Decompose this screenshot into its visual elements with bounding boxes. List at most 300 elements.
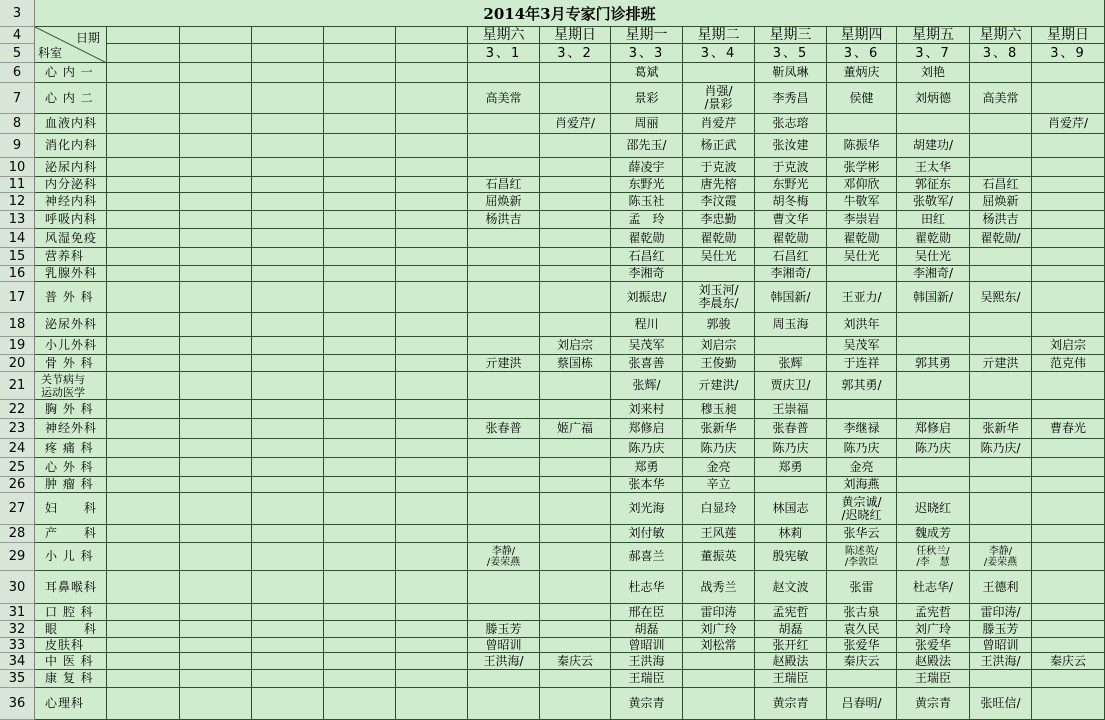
cell-empty[interactable]	[252, 313, 324, 337]
department-cell[interactable]: 中 医 科	[35, 653, 107, 670]
doctor-cell[interactable]: 战秀兰	[683, 571, 755, 604]
cell-empty[interactable]	[324, 313, 396, 337]
doctor-cell[interactable]: 董炳庆	[827, 63, 897, 83]
doctor-cell[interactable]: 郑修启	[897, 419, 970, 439]
doctor-cell[interactable]	[683, 688, 755, 720]
doctor-cell[interactable]	[755, 337, 827, 355]
doctor-cell[interactable]	[897, 458, 970, 477]
doctor-cell[interactable]	[970, 493, 1032, 525]
doctor-cell[interactable]: 杨正武	[683, 134, 755, 158]
cell-empty[interactable]	[396, 688, 468, 720]
doctor-cell[interactable]: 李静/ /姜荣燕	[468, 543, 540, 571]
cell-empty[interactable]	[252, 477, 324, 493]
doctor-cell[interactable]: 韩国新/	[897, 282, 970, 313]
doctor-cell[interactable]	[1032, 193, 1105, 211]
date-header[interactable]: 3、7	[897, 44, 970, 63]
cell-empty[interactable]	[180, 477, 252, 493]
cell-empty[interactable]	[396, 282, 468, 313]
doctor-cell[interactable]: 陈乃庆	[897, 439, 970, 458]
doctor-cell[interactable]	[970, 266, 1032, 282]
doctor-cell[interactable]: 张辉/	[611, 372, 683, 400]
doctor-cell[interactable]	[540, 211, 611, 229]
doctor-cell[interactable]	[468, 400, 540, 419]
department-cell[interactable]: 眼 科	[35, 621, 107, 638]
cell-empty[interactable]	[180, 63, 252, 83]
department-cell[interactable]: 关节病与 运动医学	[35, 372, 107, 400]
cell-empty[interactable]	[324, 158, 396, 177]
doctor-cell[interactable]	[468, 493, 540, 525]
cell-empty[interactable]	[324, 248, 396, 266]
doctor-cell[interactable]	[827, 670, 897, 688]
doctor-cell[interactable]: 陈乃庆	[827, 439, 897, 458]
doctor-cell[interactable]: 雷印涛/	[970, 604, 1032, 621]
doctor-cell[interactable]: 石昌红	[611, 248, 683, 266]
cell-empty[interactable]	[396, 355, 468, 372]
doctor-cell[interactable]	[970, 372, 1032, 400]
cell-empty[interactable]	[107, 134, 180, 158]
doctor-cell[interactable]	[1032, 543, 1105, 571]
doctor-cell[interactable]: 董振英	[683, 543, 755, 571]
cell-empty[interactable]	[396, 27, 468, 44]
cell-empty[interactable]	[107, 63, 180, 83]
doctor-cell[interactable]	[755, 477, 827, 493]
doctor-cell[interactable]: 曹春光	[1032, 419, 1105, 439]
doctor-cell[interactable]: 陈乃庆/	[970, 439, 1032, 458]
department-cell[interactable]: 心理科	[35, 688, 107, 720]
department-cell[interactable]: 血液内科	[35, 114, 107, 134]
cell-empty[interactable]	[180, 211, 252, 229]
cell-empty[interactable]	[180, 621, 252, 638]
doctor-cell[interactable]	[468, 688, 540, 720]
cell-empty[interactable]	[252, 193, 324, 211]
doctor-cell[interactable]: 张喜善	[611, 355, 683, 372]
doctor-cell[interactable]: 吴茂军	[611, 337, 683, 355]
cell-empty[interactable]	[107, 525, 180, 543]
cell-empty[interactable]	[396, 493, 468, 525]
doctor-cell[interactable]: 张古泉	[827, 604, 897, 621]
doctor-cell[interactable]: 陈乃庆	[683, 439, 755, 458]
doctor-cell[interactable]	[827, 266, 897, 282]
doctor-cell[interactable]: 刘广玲	[897, 621, 970, 638]
cell-empty[interactable]	[396, 337, 468, 355]
cell-empty[interactable]	[107, 266, 180, 282]
doctor-cell[interactable]: 张春普	[755, 419, 827, 439]
doctor-cell[interactable]: 石昌红	[755, 248, 827, 266]
doctor-cell[interactable]	[970, 313, 1032, 337]
cell-empty[interactable]	[396, 604, 468, 621]
doctor-cell[interactable]: 黄宗青	[755, 688, 827, 720]
doctor-cell[interactable]: 肖爱芹/	[540, 114, 611, 134]
doctor-cell[interactable]: 曾昭训	[611, 638, 683, 653]
row-header[interactable]: 13	[0, 211, 35, 229]
doctor-cell[interactable]	[468, 604, 540, 621]
cell-empty[interactable]	[107, 670, 180, 688]
cell-empty[interactable]	[324, 177, 396, 193]
cell-empty[interactable]	[107, 493, 180, 525]
cell-empty[interactable]	[180, 400, 252, 419]
doctor-cell[interactable]: 翟乾勋	[683, 229, 755, 248]
cell-empty[interactable]	[324, 439, 396, 458]
doctor-cell[interactable]: 范克伟	[1032, 355, 1105, 372]
row-header[interactable]: 35	[0, 670, 35, 688]
doctor-cell[interactable]: 姬广福	[540, 419, 611, 439]
doctor-cell[interactable]: 李崇岩	[827, 211, 897, 229]
doctor-cell[interactable]: 张华云	[827, 525, 897, 543]
weekday-header[interactable]: 星期六	[468, 27, 540, 44]
doctor-cell[interactable]: 杜志华	[611, 571, 683, 604]
cell-empty[interactable]	[324, 400, 396, 419]
doctor-cell[interactable]: 陈乃庆	[755, 439, 827, 458]
doctor-cell[interactable]: 吴仕光	[897, 248, 970, 266]
cell-empty[interactable]	[252, 266, 324, 282]
cell-empty[interactable]	[324, 83, 396, 114]
cell-empty[interactable]	[396, 439, 468, 458]
cell-empty[interactable]	[107, 543, 180, 571]
doctor-cell[interactable]	[1032, 266, 1105, 282]
doctor-cell[interactable]: 陈振华	[827, 134, 897, 158]
cell-empty[interactable]	[180, 229, 252, 248]
cell-empty[interactable]	[107, 372, 180, 400]
department-cell[interactable]: 骨 外 科	[35, 355, 107, 372]
doctor-cell[interactable]: 屈焕新	[468, 193, 540, 211]
doctor-cell[interactable]: 王风莲	[683, 525, 755, 543]
cell-empty[interactable]	[396, 543, 468, 571]
doctor-cell[interactable]: 张本华	[611, 477, 683, 493]
row-header[interactable]: 9	[0, 134, 35, 158]
doctor-cell[interactable]: 张汝建	[755, 134, 827, 158]
doctor-cell[interactable]	[540, 477, 611, 493]
doctor-cell[interactable]	[897, 337, 970, 355]
doctor-cell[interactable]: 赵殿法	[755, 653, 827, 670]
doctor-cell[interactable]	[1032, 83, 1105, 114]
row-header[interactable]: 34	[0, 653, 35, 670]
cell-empty[interactable]	[396, 477, 468, 493]
cell-empty[interactable]	[180, 439, 252, 458]
doctor-cell[interactable]: 蔡国栋	[540, 355, 611, 372]
cell-empty[interactable]	[107, 44, 180, 63]
cell-empty[interactable]	[107, 355, 180, 372]
row-header[interactable]: 31	[0, 604, 35, 621]
cell-empty[interactable]	[396, 313, 468, 337]
doctor-cell[interactable]: 郑勇	[755, 458, 827, 477]
doctor-cell[interactable]: 刘玉河/ 李晨东/	[683, 282, 755, 313]
cell-empty[interactable]	[396, 266, 468, 282]
doctor-cell[interactable]	[468, 458, 540, 477]
cell-empty[interactable]	[180, 419, 252, 439]
cell-empty[interactable]	[396, 229, 468, 248]
cell-empty[interactable]	[107, 653, 180, 670]
cell-empty[interactable]	[252, 571, 324, 604]
doctor-cell[interactable]: 东野光	[755, 177, 827, 193]
doctor-cell[interactable]	[683, 653, 755, 670]
doctor-cell[interactable]: 王崇福	[755, 400, 827, 419]
doctor-cell[interactable]	[468, 114, 540, 134]
doctor-cell[interactable]: 郝喜兰	[611, 543, 683, 571]
doctor-cell[interactable]: 贾庆卫/	[755, 372, 827, 400]
cell-empty[interactable]	[252, 400, 324, 419]
weekday-header[interactable]: 星期四	[827, 27, 897, 44]
cell-empty[interactable]	[324, 571, 396, 604]
cell-empty[interactable]	[107, 27, 180, 44]
cell-empty[interactable]	[180, 337, 252, 355]
doctor-cell[interactable]: 邢在臣	[611, 604, 683, 621]
department-cell[interactable]: 心 外 科	[35, 458, 107, 477]
doctor-cell[interactable]: 景彩	[611, 83, 683, 114]
doctor-cell[interactable]: 任秋兰/ /李 慧	[897, 543, 970, 571]
cell-empty[interactable]	[396, 653, 468, 670]
doctor-cell[interactable]: 曾昭训	[468, 638, 540, 653]
doctor-cell[interactable]: 韩国新/	[755, 282, 827, 313]
doctor-cell[interactable]	[468, 670, 540, 688]
weekday-header[interactable]: 星期六	[970, 27, 1032, 44]
doctor-cell[interactable]: 翟乾勋/	[970, 229, 1032, 248]
department-cell[interactable]: 乳腺外科	[35, 266, 107, 282]
doctor-cell[interactable]: 邓仰欣	[827, 177, 897, 193]
date-header[interactable]: 3、1	[468, 44, 540, 63]
cell-empty[interactable]	[252, 83, 324, 114]
cell-empty[interactable]	[252, 621, 324, 638]
row-header[interactable]: 19	[0, 337, 35, 355]
doctor-cell[interactable]	[1032, 177, 1105, 193]
cell-empty[interactable]	[180, 525, 252, 543]
doctor-cell[interactable]	[540, 621, 611, 638]
weekday-header[interactable]: 星期一	[611, 27, 683, 44]
doctor-cell[interactable]	[827, 114, 897, 134]
cell-empty[interactable]	[396, 621, 468, 638]
cell-empty[interactable]	[324, 114, 396, 134]
cell-empty[interactable]	[396, 525, 468, 543]
department-cell[interactable]: 康 复 科	[35, 670, 107, 688]
doctor-cell[interactable]: 刘振忠/	[611, 282, 683, 313]
doctor-cell[interactable]: 魏成芳	[897, 525, 970, 543]
doctor-cell[interactable]: 高美常	[970, 83, 1032, 114]
doctor-cell[interactable]: 刘海燕	[827, 477, 897, 493]
date-header[interactable]: 3、5	[755, 44, 827, 63]
doctor-cell[interactable]: 侯健	[827, 83, 897, 114]
doctor-cell[interactable]	[540, 439, 611, 458]
doctor-cell[interactable]	[1032, 134, 1105, 158]
row-header[interactable]: 21	[0, 372, 35, 400]
weekday-header[interactable]: 星期日	[1032, 27, 1105, 44]
doctor-cell[interactable]	[827, 400, 897, 419]
department-cell[interactable]: 胸 外 科	[35, 400, 107, 419]
date-header[interactable]: 3、4	[683, 44, 755, 63]
doctor-cell[interactable]	[540, 688, 611, 720]
doctor-cell[interactable]: 刘启宗	[683, 337, 755, 355]
cell-empty[interactable]	[107, 621, 180, 638]
cell-empty[interactable]	[180, 193, 252, 211]
cell-empty[interactable]	[396, 248, 468, 266]
cell-empty[interactable]	[252, 525, 324, 543]
cell-empty[interactable]	[396, 670, 468, 688]
doctor-cell[interactable]: 陈述英/ /李敦臣	[827, 543, 897, 571]
doctor-cell[interactable]: 李湘奇/	[755, 266, 827, 282]
cell-empty[interactable]	[180, 282, 252, 313]
cell-empty[interactable]	[396, 372, 468, 400]
doctor-cell[interactable]: 赵文波	[755, 571, 827, 604]
doctor-cell[interactable]: 张雷	[827, 571, 897, 604]
doctor-cell[interactable]: 程川	[611, 313, 683, 337]
doctor-cell[interactable]	[468, 282, 540, 313]
cell-empty[interactable]	[107, 688, 180, 720]
department-cell[interactable]: 肿 瘤 科	[35, 477, 107, 493]
cell-empty[interactable]	[180, 372, 252, 400]
cell-empty[interactable]	[324, 229, 396, 248]
date-header[interactable]: 3、3	[611, 44, 683, 63]
doctor-cell[interactable]: 黄宗诚/ /迟晓红	[827, 493, 897, 525]
cell-empty[interactable]	[324, 63, 396, 83]
corner-header[interactable]	[35, 27, 107, 63]
doctor-cell[interactable]: 张爱华	[897, 638, 970, 653]
doctor-cell[interactable]: 王瑞臣	[611, 670, 683, 688]
doctor-cell[interactable]: 张旺信/	[970, 688, 1032, 720]
cell-empty[interactable]	[252, 134, 324, 158]
doctor-cell[interactable]: 陈玉社	[611, 193, 683, 211]
doctor-cell[interactable]: 牛敬军	[827, 193, 897, 211]
cell-empty[interactable]	[324, 653, 396, 670]
row-header[interactable]: 25	[0, 458, 35, 477]
doctor-cell[interactable]	[468, 337, 540, 355]
cell-empty[interactable]	[107, 158, 180, 177]
doctor-cell[interactable]	[468, 63, 540, 83]
row-header[interactable]: 14	[0, 229, 35, 248]
doctor-cell[interactable]	[1032, 688, 1105, 720]
doctor-cell[interactable]: 屈焕新	[970, 193, 1032, 211]
doctor-cell[interactable]: 吕春明/	[827, 688, 897, 720]
doctor-cell[interactable]: 刘光海	[611, 493, 683, 525]
cell-empty[interactable]	[324, 670, 396, 688]
doctor-cell[interactable]: 张新华	[683, 419, 755, 439]
cell-empty[interactable]	[324, 621, 396, 638]
cell-empty[interactable]	[324, 638, 396, 653]
cell-empty[interactable]	[324, 419, 396, 439]
cell-empty[interactable]	[180, 670, 252, 688]
cell-empty[interactable]	[107, 313, 180, 337]
department-cell[interactable]: 普 外 科	[35, 282, 107, 313]
doctor-cell[interactable]: 孟宪哲	[755, 604, 827, 621]
doctor-cell[interactable]	[970, 63, 1032, 83]
doctor-cell[interactable]	[468, 525, 540, 543]
weekday-header[interactable]: 星期日	[540, 27, 611, 44]
doctor-cell[interactable]: 杜志华/	[897, 571, 970, 604]
cell-empty[interactable]	[324, 193, 396, 211]
doctor-cell[interactable]: 王亚力/	[827, 282, 897, 313]
cell-empty[interactable]	[180, 313, 252, 337]
cell-empty[interactable]	[324, 266, 396, 282]
cell-empty[interactable]	[252, 670, 324, 688]
doctor-cell[interactable]	[1032, 477, 1105, 493]
doctor-cell[interactable]: 黄宗青	[611, 688, 683, 720]
doctor-cell[interactable]	[1032, 604, 1105, 621]
cell-empty[interactable]	[396, 44, 468, 63]
department-cell[interactable]: 疼 痛 科	[35, 439, 107, 458]
doctor-cell[interactable]: 孟宪哲	[897, 604, 970, 621]
doctor-cell[interactable]: 薛凌宇	[611, 158, 683, 177]
doctor-cell[interactable]: 刘炳德	[897, 83, 970, 114]
doctor-cell[interactable]: 石昌红	[468, 177, 540, 193]
department-cell[interactable]: 泌尿外科	[35, 313, 107, 337]
doctor-cell[interactable]	[1032, 400, 1105, 419]
doctor-cell[interactable]: 吴熙东/	[970, 282, 1032, 313]
cell-empty[interactable]	[107, 477, 180, 493]
cell-empty[interactable]	[324, 477, 396, 493]
cell-empty[interactable]	[324, 604, 396, 621]
doctor-cell[interactable]: 肖强/ /景彩	[683, 83, 755, 114]
doctor-cell[interactable]	[540, 63, 611, 83]
cell-empty[interactable]	[252, 211, 324, 229]
row-header[interactable]: 20	[0, 355, 35, 372]
cell-empty[interactable]	[107, 177, 180, 193]
doctor-cell[interactable]	[970, 248, 1032, 266]
doctor-cell[interactable]	[683, 63, 755, 83]
doctor-cell[interactable]: 金亮	[683, 458, 755, 477]
row-header[interactable]: 23	[0, 419, 35, 439]
row-header[interactable]: 6	[0, 63, 35, 83]
doctor-cell[interactable]	[683, 670, 755, 688]
cell-empty[interactable]	[324, 493, 396, 525]
doctor-cell[interactable]: 郑勇	[611, 458, 683, 477]
doctor-cell[interactable]	[1032, 372, 1105, 400]
doctor-cell[interactable]: 张志瑢	[755, 114, 827, 134]
doctor-cell[interactable]: 李忠勤	[683, 211, 755, 229]
row-header[interactable]: 33	[0, 638, 35, 653]
cell-empty[interactable]	[396, 638, 468, 653]
cell-empty[interactable]	[180, 44, 252, 63]
cell-empty[interactable]	[252, 229, 324, 248]
doctor-cell[interactable]: 张开红	[755, 638, 827, 653]
doctor-cell[interactable]: 胡建功/	[897, 134, 970, 158]
department-cell[interactable]: 营养科	[35, 248, 107, 266]
doctor-cell[interactable]	[970, 158, 1032, 177]
department-cell[interactable]: 耳鼻喉科	[35, 571, 107, 604]
cell-empty[interactable]	[180, 638, 252, 653]
cell-empty[interactable]	[107, 193, 180, 211]
doctor-cell[interactable]: 穆玉昶	[683, 400, 755, 419]
doctor-cell[interactable]	[1032, 638, 1105, 653]
cell-empty[interactable]	[107, 83, 180, 114]
doctor-cell[interactable]: 翟乾勋	[827, 229, 897, 248]
cell-empty[interactable]	[324, 525, 396, 543]
doctor-cell[interactable]: 秦庆云	[540, 653, 611, 670]
cell-empty[interactable]	[396, 134, 468, 158]
cell-empty[interactable]	[180, 653, 252, 670]
cell-empty[interactable]	[324, 282, 396, 313]
doctor-cell[interactable]: 肖爱芹	[683, 114, 755, 134]
doctor-cell[interactable]: 杨洪吉	[970, 211, 1032, 229]
cell-empty[interactable]	[252, 604, 324, 621]
department-cell[interactable]: 风湿免疫	[35, 229, 107, 248]
doctor-cell[interactable]: 翟乾勋	[611, 229, 683, 248]
doctor-cell[interactable]: 王洪海/	[468, 653, 540, 670]
doctor-cell[interactable]: 翟乾勋	[755, 229, 827, 248]
cell-empty[interactable]	[180, 493, 252, 525]
doctor-cell[interactable]: 郑修启	[611, 419, 683, 439]
doctor-cell[interactable]: 东野光	[611, 177, 683, 193]
doctor-cell[interactable]: 赵殿法	[897, 653, 970, 670]
doctor-cell[interactable]: 张学彬	[827, 158, 897, 177]
doctor-cell[interactable]	[468, 229, 540, 248]
cell-empty[interactable]	[324, 44, 396, 63]
doctor-cell[interactable]: 胡磊	[755, 621, 827, 638]
row-header[interactable]: 17	[0, 282, 35, 313]
doctor-cell[interactable]	[1032, 63, 1105, 83]
doctor-cell[interactable]: 郭其勇/	[827, 372, 897, 400]
doctor-cell[interactable]	[1032, 229, 1105, 248]
cell-empty[interactable]	[107, 400, 180, 419]
cell-empty[interactable]	[324, 27, 396, 44]
doctor-cell[interactable]: 周玉海	[755, 313, 827, 337]
doctor-cell[interactable]	[1032, 248, 1105, 266]
